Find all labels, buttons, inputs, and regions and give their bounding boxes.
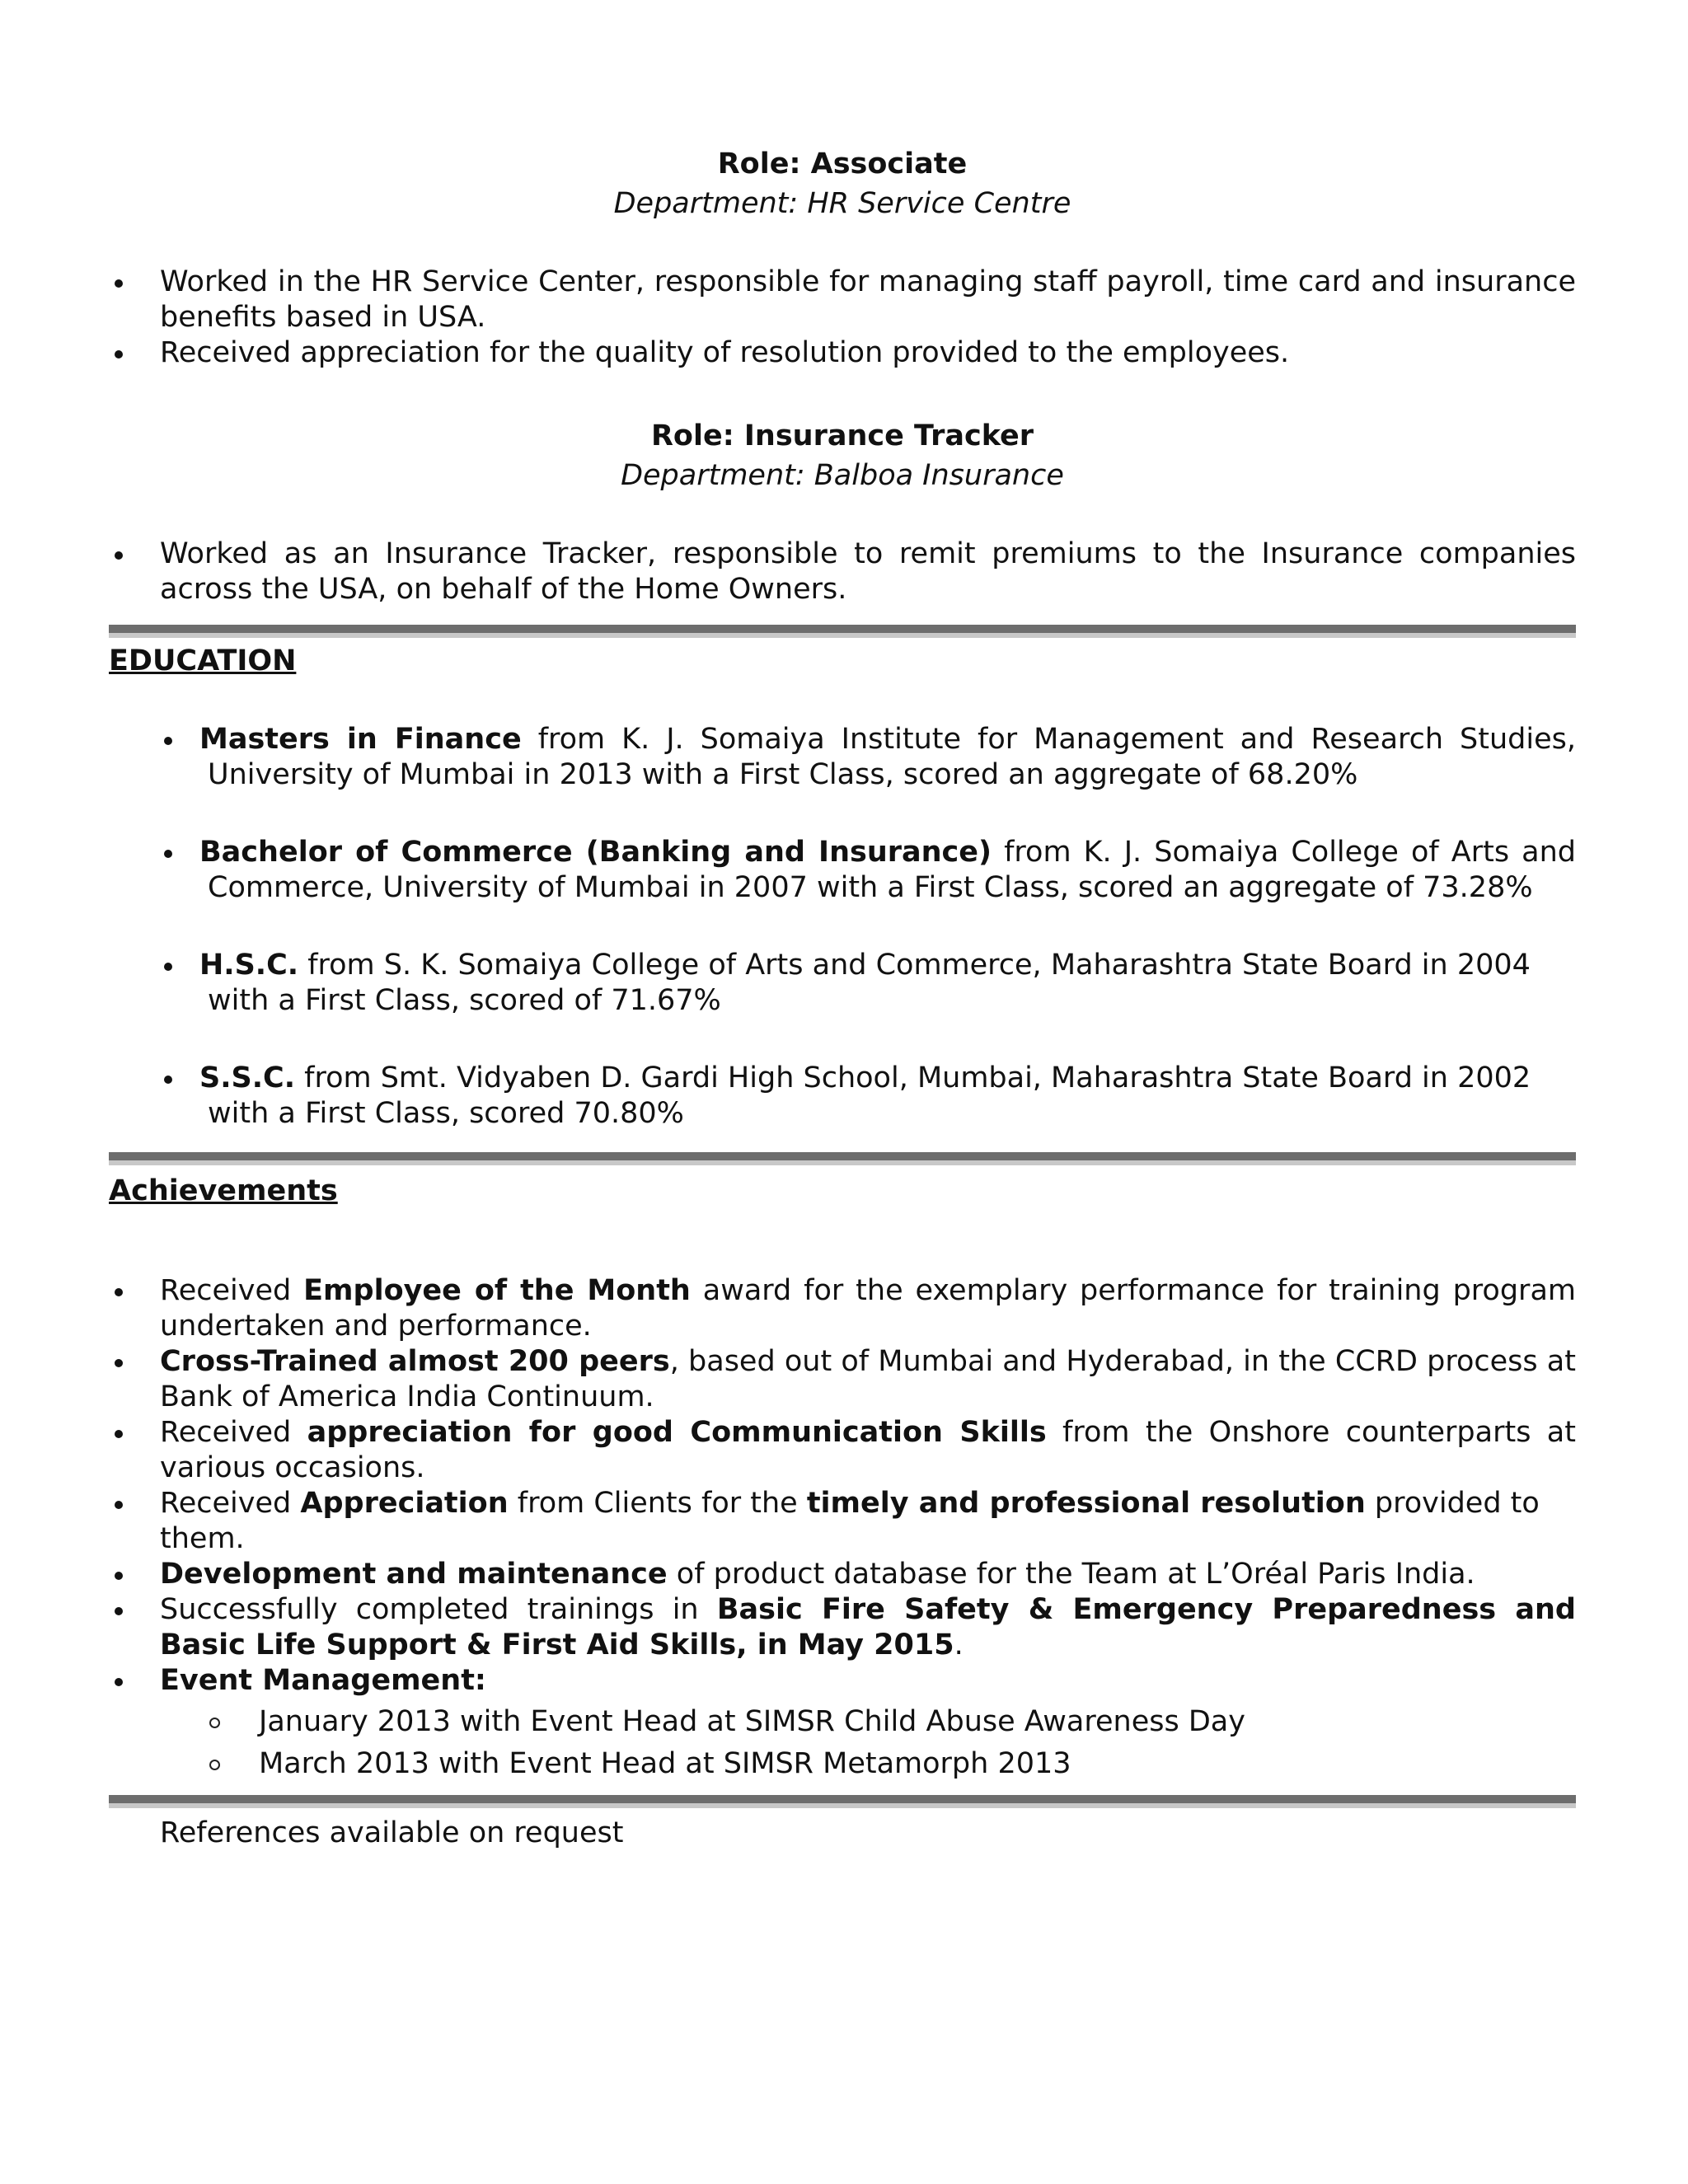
event-item: March 2013 with Event Head at SIMSR Metamorph 2013 [160, 1746, 1576, 1782]
achievement-highlight: Cross-Trained almost 200 peers [160, 1345, 670, 1378]
department-hr-service-centre: Department: HR Service Centre [613, 187, 1071, 220]
achievement-highlight: Appreciation [300, 1487, 509, 1520]
education-item [158, 722, 1576, 793]
event-list [160, 1704, 1576, 1782]
achievement-text: , based out of Mumbai and Hyderabad, in the CCRD process at Bank of America India Continuum. [160, 1345, 1576, 1413]
insurance-tracker-responsibilities [109, 537, 1576, 607]
education-item [158, 1061, 1576, 1132]
achievement-text: Received [160, 1416, 307, 1449]
degree-name: S.S.C. [199, 1062, 295, 1094]
achievement-item [109, 1273, 1576, 1344]
references-note: References available on request [160, 1816, 624, 1849]
degree-details: from Smt. Vidyaben D. Gardi High School, Mumbai, Maharashtra State Board in 2002 with a First Class, scored 70.80% [208, 1062, 1531, 1130]
achievements-heading: Achievements [109, 1174, 338, 1207]
achievement-text: of product database for the Team at L’Oréal Paris India. [667, 1558, 1475, 1591]
achievement-text: from the Onshore counterparts at various occasions. [160, 1416, 1576, 1484]
achievement-highlight: Event Management: [160, 1664, 486, 1697]
list-item: Worked as an Insurance Tracker, responsible to remit premiums to the Insurance companies across the USA, on behalf of the Home Owners. [109, 537, 1576, 607]
degree-name: Masters in Finance [199, 723, 522, 756]
achievement-text: from Clients for the [508, 1487, 807, 1520]
education-item [158, 835, 1576, 906]
achievement-item [109, 1415, 1576, 1486]
event-item: January 2013 with Event Head at SIMSR Child Abuse Awareness Day [160, 1704, 1576, 1740]
education-heading: EDUCATION [109, 644, 297, 677]
degree-details: from K. J. Somaiya Institute for Management and Research Studies, University of Mumbai in 2013 with a First Class, scored an aggregate of 68.20% [208, 723, 1577, 791]
achievement-item [109, 1486, 1576, 1557]
degree-details: from K. J. Somaiya College of Arts and Commerce, University of Mumbai in 2007 with a First Class, scored an aggregate of 73.28% [208, 836, 1576, 904]
achievement-text: Received [160, 1274, 304, 1307]
achievement-highlight: appreciation for good Communication Skills [307, 1416, 1047, 1449]
achievement-highlight: Development and maintenance [160, 1558, 668, 1591]
degree-name: Bachelor of Commerce (Banking and Insurance) [199, 836, 992, 869]
list-item: Worked in the HR Service Center, responsible for managing staff payroll, time card and insurance benefits based in USA. [109, 265, 1576, 335]
achievement-text: . [954, 1629, 964, 1661]
section-divider [109, 1152, 1576, 1165]
achievement-text: Successfully completed trainings in [160, 1593, 717, 1626]
achievements-list [109, 1273, 1576, 1788]
degree-details: from S. K. Somaiya College of Arts and Commerce, Maharashtra State Board in 2004 with a First Class, scored of 71.67% [208, 949, 1531, 1017]
achievement-item [109, 1663, 1576, 1782]
achievement-highlight: Basic Fire Safety & Emergency Preparedness and Basic Life Support & First Aid Skills, in May 2015 [160, 1593, 1576, 1661]
education-list [158, 722, 1576, 1174]
achievement-item [109, 1557, 1576, 1592]
achievement-text: award for the exemplary performance for training program undertaken and performance. [160, 1274, 1576, 1343]
section-divider [109, 1795, 1576, 1808]
degree-name: H.S.C. [199, 949, 299, 982]
role-title-insurance-tracker: Role: Insurance Tracker [650, 419, 1034, 452]
achievement-item [109, 1592, 1576, 1663]
department-balboa-insurance: Department: Balboa Insurance [621, 459, 1064, 492]
achievement-highlight: timely and professional resolution [806, 1487, 1366, 1520]
associate-responsibilities [109, 265, 1576, 371]
achievement-item [109, 1344, 1576, 1415]
role-title-associate: Role: Associate [717, 148, 968, 180]
education-item [158, 948, 1576, 1019]
list-item: Received appreciation for the quality of resolution provided to the employees. [109, 335, 1576, 371]
achievement-text: provided to them. [160, 1487, 1540, 1555]
achievement-text: Received [160, 1487, 301, 1520]
section-divider [109, 625, 1576, 638]
achievement-highlight: Employee of the Month [303, 1274, 691, 1307]
